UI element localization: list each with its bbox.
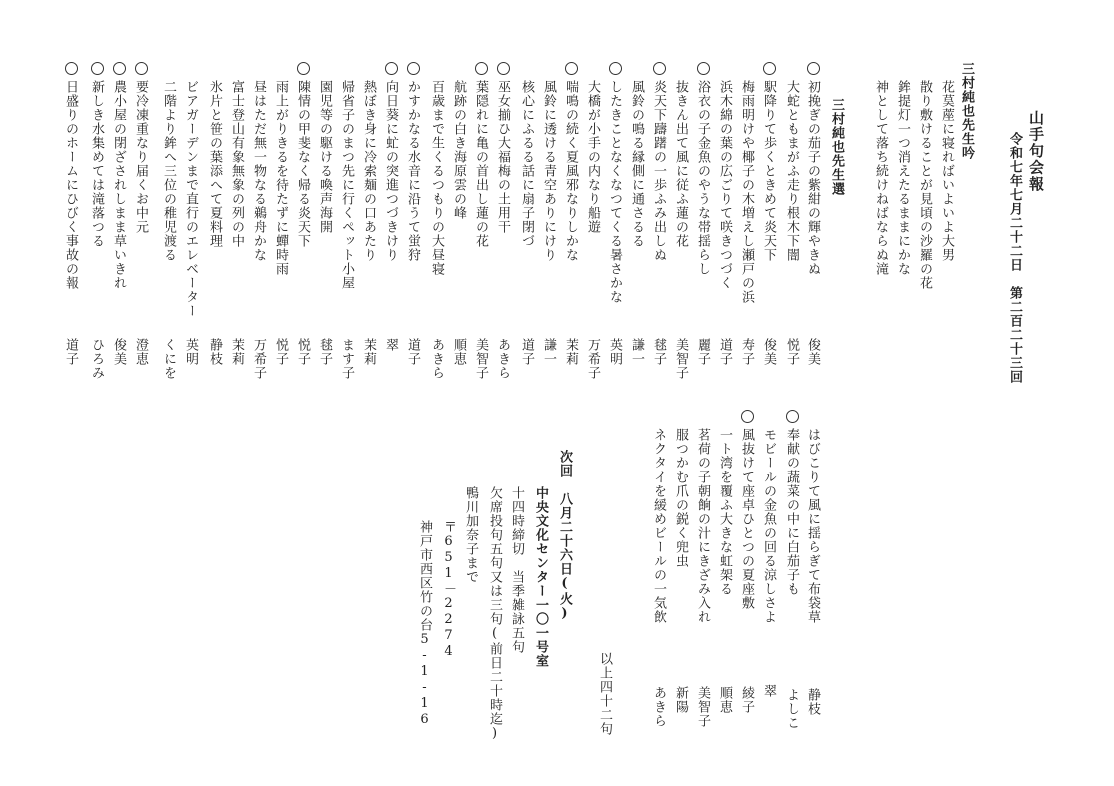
haiku-text: したきことなくなつてくる暑さかな: [607, 80, 622, 304]
haiku-text: 一ト湾を覆ふ大きな虹架る: [717, 428, 732, 596]
haiku-author: 英明: [183, 338, 198, 366]
selection-mark-circle: [653, 62, 666, 75]
teacher-haiku-line: 花茣蓙に寝ればいよいよ大男: [939, 80, 954, 262]
haiku-author: 新陽: [673, 686, 688, 714]
haiku-author: 茉莉: [361, 338, 376, 366]
haiku-text: 帰省子のまつ先に行くペット小屋: [339, 80, 354, 290]
haiku-text: 浴衣の子金魚のやうな帯揺らし: [695, 80, 710, 276]
selection-mark-circle: [565, 62, 578, 75]
haiku-text: 航跡の白き海原雲の峰: [451, 80, 466, 220]
selection-mark-circle: [65, 62, 78, 75]
total-count: 以上四十二句: [597, 652, 612, 736]
haiku-author: 道子: [63, 338, 78, 366]
haiku-author: あきら: [495, 338, 510, 380]
contact-name: 鴨川加奈子まで: [463, 486, 478, 584]
selection-mark-circle: [297, 62, 310, 75]
teacher-haiku-line: 鉾提灯一つ消えたるままにかな: [895, 80, 910, 276]
haiku-author: 翠: [761, 684, 776, 698]
next-meeting-venue: 中央文化センター一〇一号室: [533, 486, 548, 668]
selection-mark-circle: [135, 62, 148, 75]
teacher-haiku-line: 散り敷けることが見頃の沙羅の花: [917, 80, 932, 290]
haiku-text: 核心にふるる話に扇子閉づ: [519, 80, 534, 248]
haiku-text: 風抜けて座卓ひとつの夏座敷: [739, 428, 754, 610]
haiku-author: 静枝: [207, 338, 222, 366]
haiku-text: かすかなる水音に沿うて蛍狩: [405, 80, 420, 262]
haiku-text: 陳情の甲斐なく帰る炎天下: [295, 80, 310, 248]
selection-mark-circle: [697, 62, 710, 75]
haiku-author: 道子: [405, 338, 420, 366]
haiku-author: 綾子: [739, 686, 754, 714]
haiku-author: よしこ: [784, 688, 799, 730]
haiku-author: 美智子: [695, 686, 710, 728]
selection-mark-circle: [497, 62, 510, 75]
haiku-author: 茉莉: [229, 338, 244, 366]
haiku-author: 道子: [519, 338, 534, 366]
haiku-text: 熱ぼき身に冷索麺の口あたり: [361, 80, 376, 262]
haiku-author: 順恵: [451, 338, 466, 366]
haiku-text: ビアガーデンまで直行のエレベーター: [183, 80, 198, 318]
haiku-author: 美智子: [673, 338, 688, 380]
haiku-author: 謙一: [541, 338, 556, 366]
selection-mark-circle: [609, 62, 622, 75]
haiku-text: 日盛りのホームにひびく事故の報: [63, 80, 78, 290]
haiku-author: 謙一: [629, 338, 644, 366]
selection-mark-circle: [807, 62, 820, 75]
issue-date: 令和七年七月二十二日 第二百二十三回: [1007, 132, 1022, 384]
haiku-author: 悦子: [273, 338, 288, 366]
haiku-author: ます子: [339, 338, 354, 380]
teacher-haiku-line: 神として落ち続けねばならぬ滝: [873, 80, 888, 276]
absentee-instructions: 欠席投句五句又は三句(前日二十時迄): [487, 486, 502, 742]
haiku-text: 農小屋の閉ざされしまま草いきれ: [111, 80, 126, 290]
haiku-author: 道子: [717, 338, 732, 366]
haiku-text: 梅雨明けや椰子の木増えし瀬戸の浜: [739, 80, 754, 304]
selection-mark-circle: [741, 410, 754, 423]
haiku-author: 澄恵: [133, 338, 148, 366]
haiku-text: 園児等の駆ける喚声海開: [317, 80, 332, 234]
newsletter-title: 山手句会報: [1027, 110, 1045, 193]
haiku-text: はびこりて風に揺らぎて布袋草: [805, 428, 820, 624]
contact-address: 神戸市西区竹の台5-1-16: [417, 520, 432, 728]
haiku-author: 順恵: [717, 686, 732, 714]
haiku-text: 風鈴に透ける青空ありにけり: [541, 80, 556, 262]
haiku-author: あきら: [429, 338, 444, 380]
teacher-haiku-heading: 三村純也先生吟: [959, 62, 974, 160]
haiku-author: 英明: [607, 338, 622, 366]
haiku-author: 俊美: [761, 338, 776, 366]
haiku-text: 大橋が小手の内なり船遊: [585, 80, 600, 234]
haiku-text: 雨上がりきるを待たずに蟬時雨: [273, 80, 288, 276]
haiku-text: 茗荷の子朝餉の汁にきざみ入れ: [695, 428, 710, 624]
haiku-author: 俊美: [805, 338, 820, 366]
haiku-text: 炎天下躊躇の一歩ふみ出しぬ: [651, 80, 666, 262]
haiku-author: 悦子: [784, 338, 799, 366]
haiku-text: 風鈴の鳴る縁側に通さるる: [629, 80, 644, 248]
selection-mark-circle: [385, 62, 398, 75]
haiku-author: 茉莉: [563, 338, 578, 366]
haiku-text: 抜きん出て風に従ふ蓮の花: [673, 80, 688, 248]
next-meeting-date: 次回 八月二十六日(火): [557, 450, 572, 622]
haiku-author: 俊美: [111, 338, 126, 366]
haiku-text: 向日葵に虻の突進つづきけり: [383, 80, 398, 262]
haiku-text: 大蛇ともまがふ走り根木下闇: [784, 80, 799, 262]
haiku-author: 麗子: [695, 338, 710, 366]
selection-mark-circle: [763, 62, 776, 75]
selection-mark-circle: [407, 62, 420, 75]
haiku-author: あきら: [651, 686, 666, 728]
selection-mark-circle: [475, 62, 488, 75]
haiku-text: 氷片と笹の葉添へて夏料理: [207, 80, 222, 248]
haiku-text: 二階より鉾へ三位の稚児渡る: [161, 80, 176, 262]
haiku-text: 初挽ぎの茄子の紫紺の輝やきぬ: [805, 80, 820, 276]
selection-mark-circle: [113, 62, 126, 75]
haiku-text: 富士登山有象無象の列の中: [229, 80, 244, 248]
haiku-text: 百歳まで生くるつもりの大昼寝: [429, 80, 444, 276]
haiku-text: 奉献の蔬菜の中に白茄子も: [784, 428, 799, 596]
haiku-text: 服つかむ爪の鋭く兜虫: [673, 428, 688, 568]
haiku-author: くにを: [161, 338, 176, 380]
haiku-author: 静枝: [805, 688, 820, 716]
haiku-text: 昼はただ無一物なる鵜舟かな: [251, 80, 266, 262]
haiku-text: ネクタイを緩めビールの一気飲: [651, 428, 666, 624]
haiku-author: 寿子: [739, 338, 754, 366]
haiku-author: 毬子: [651, 338, 666, 366]
haiku-text: モビールの金魚の回る涼しさよ: [761, 428, 776, 624]
haiku-author: 悦子: [295, 338, 310, 366]
haiku-text: 要冷凍重なり届くお中元: [133, 80, 148, 234]
haiku-text: 浜木綿の葉の広ごりて咲きつづく: [717, 80, 732, 290]
haiku-author: 万希子: [585, 338, 600, 380]
selection-heading: 三村純也先生選: [829, 98, 844, 196]
haiku-text: 巫女揃ひ大福梅の土用干: [495, 80, 510, 234]
selection-mark-circle: [91, 62, 104, 75]
haiku-text: 駅降りて歩くときめて炎天下: [761, 80, 776, 262]
haiku-author: 翠: [383, 338, 398, 352]
haiku-author: 美智子: [473, 338, 488, 380]
haiku-text: 新しき水集めては滝落つる: [89, 80, 104, 248]
postal-code: 〒651－2274: [441, 520, 456, 660]
next-meeting-deadline: 十四時締切 当季雑詠五句: [509, 486, 524, 654]
haiku-text: 葉隠れに亀の首出し蓮の花: [473, 80, 488, 248]
haiku-author: 毬子: [317, 338, 332, 366]
haiku-author: ひろみ: [89, 338, 104, 380]
haiku-author: 万希子: [251, 338, 266, 380]
haiku-text: 喘鳴の続く夏風邪なりしかな: [563, 80, 578, 262]
selection-mark-circle: [786, 410, 799, 423]
